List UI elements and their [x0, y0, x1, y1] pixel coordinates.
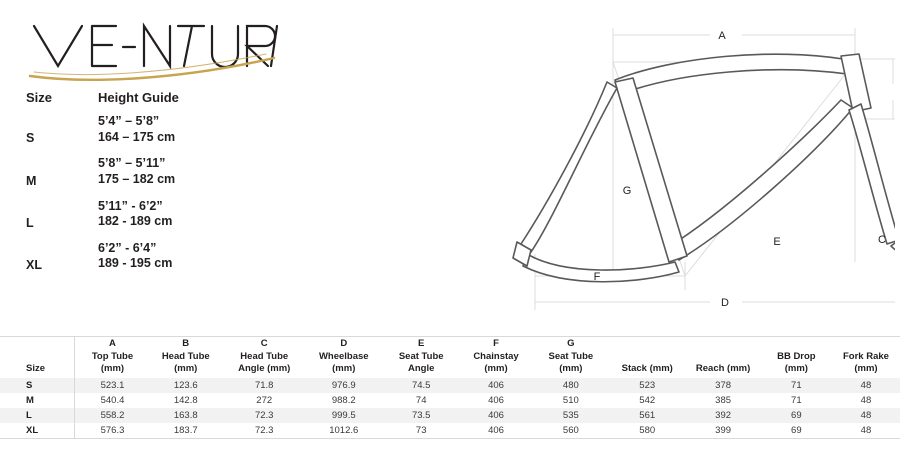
- geometry-size-m: M: [26, 394, 34, 406]
- geometry-bb-drop-xl: 69: [791, 424, 802, 436]
- geometry-bb-drop-m: 71: [791, 394, 802, 406]
- geometry-stack-l: 561: [609, 408, 685, 423]
- geometry-wheelbase-l: 999.5: [305, 408, 383, 423]
- diagram-label-f: F: [593, 271, 601, 283]
- table-row: [0, 393, 900, 408]
- geometry-bb-drop-s: 71: [761, 378, 832, 393]
- geometry-head-tube-angle-s: 71.8: [224, 378, 305, 393]
- size-guide-header-row: [26, 90, 266, 114]
- brand-logo: [28, 14, 288, 84]
- geometry-seat-tube-m: 510: [562, 394, 579, 406]
- geometry-reach-l: 392: [685, 408, 760, 423]
- geometry-fork-rake-xl: 48: [860, 424, 872, 436]
- geometry-top-tube-l: 558.2: [77, 408, 147, 423]
- geometry-stack-m: 542: [639, 394, 656, 406]
- diagram-label-a: A: [718, 30, 726, 42]
- size-guide-height-xl: [98, 241, 266, 283]
- frame-geometry-diagram: [255, 4, 895, 329]
- size-guide-imperial-s: 5’4” – 5’8”: [98, 114, 160, 128]
- size-guide-header-height: Height Guide: [98, 90, 179, 105]
- size-guide-row-s: [26, 114, 266, 156]
- geometry-head-tube-s: 123.6: [148, 378, 224, 393]
- geometry-top-tube-m: 540.4: [100, 394, 125, 406]
- size-guide-size-l: L: [26, 215, 34, 230]
- geometry-size-l: L: [0, 408, 77, 423]
- geometry-wheelbase-xl: 1012.6: [329, 424, 359, 436]
- geometry-seat-tube-angle-s: 74.5: [383, 378, 459, 393]
- size-guide-row-xl: [26, 241, 266, 283]
- geometry-head-tube-angle-l: 72.3: [224, 408, 305, 423]
- geometry-header-wheelbase: D Wheelbase (mm): [318, 338, 369, 374]
- size-guide-imperial-xl: 6’2” - 6’4”: [98, 240, 157, 255]
- geometry-wheelbase-m: 988.2: [331, 394, 356, 406]
- table-row: [0, 423, 900, 438]
- size-guide-imperial-l: 5’11” - 6’2”: [98, 198, 163, 213]
- geometry-head-tube-l: 163.8: [148, 408, 224, 423]
- geometry-header-seat-tube: G Seat Tube (mm): [548, 338, 594, 374]
- geometry-header-reach: Reach (mm): [695, 362, 751, 374]
- geometry-fork-rake-m: 48: [860, 394, 872, 406]
- size-guide-size-xl: XL: [26, 258, 42, 272]
- geometry-seat-tube-xl: 560: [562, 424, 579, 436]
- size-guide-height-m: [98, 156, 266, 198]
- geometry-seat-tube-l: 535: [533, 408, 609, 423]
- geometry-reach-m: 385: [715, 394, 732, 406]
- size-guide-metric-l: 182 - 189 cm: [98, 214, 173, 229]
- geometry-stack-s: 523: [609, 378, 685, 393]
- geometry-wheelbase-s: 976.9: [305, 378, 383, 393]
- geometry-head-tube-angle-m: 272: [256, 394, 273, 406]
- geometry-fork-rake-l: 48: [832, 408, 900, 423]
- geometry-top-tube-s: 523.1: [77, 378, 147, 393]
- geometry-head-tube-angle-xl: 72.3: [254, 424, 274, 436]
- size-guide-height-l: [98, 199, 266, 241]
- geometry-header-fork-rake: Fork Rake (mm): [842, 350, 889, 374]
- geometry-header-seat-tube-angle: E Seat Tube Angle: [398, 338, 444, 374]
- geometry-seat-tube-angle-xl: 73: [415, 424, 427, 436]
- geometry-chainstay-xl: 406: [488, 424, 504, 436]
- size-guide-header-size: Size: [26, 90, 53, 105]
- geometry-chainstay-s: 406: [459, 378, 532, 393]
- geometry-stack-xl: 580: [639, 424, 656, 436]
- size-height-guide: [26, 90, 266, 283]
- geometry-header-size: Size: [26, 362, 46, 374]
- diagram-label-e: E: [773, 236, 781, 248]
- geometry-size-s: S: [0, 378, 77, 393]
- size-guide-imperial-m: 5’8” – 5’11”: [98, 156, 166, 171]
- geometry-seat-tube-angle-m: 74: [415, 394, 427, 406]
- geometry-size-xl: XL: [26, 424, 39, 436]
- geometry-header-top-tube: A Top Tube (mm): [91, 338, 134, 374]
- geometry-header-chainstay: F Chainstay (mm): [473, 338, 519, 374]
- size-guide-height-s: [98, 114, 266, 156]
- geometry-table: [0, 336, 900, 439]
- geometry-header-stack: Stack (mm): [621, 362, 673, 374]
- geometry-header-bb-drop: BB Drop (mm): [777, 350, 816, 374]
- diagram-label-d: D: [721, 297, 729, 309]
- geometry-head-tube-xl: 183.7: [173, 424, 198, 436]
- geometry-reach-xl: 399: [715, 424, 732, 436]
- table-row: [0, 378, 900, 393]
- geometry-head-tube-m: 142.8: [173, 394, 198, 406]
- geometry-header-row: [0, 337, 900, 378]
- diagram-label-c: C: [878, 234, 886, 246]
- size-guide-metric-s: 164 – 175 cm: [98, 129, 176, 144]
- size-guide-row-l: [26, 199, 266, 241]
- size-guide-size-m: M: [26, 173, 37, 188]
- size-guide-metric-xl: 189 - 195 cm: [98, 256, 173, 271]
- geometry-fork-rake-s: 48: [832, 378, 900, 393]
- geometry-bb-drop-l: 69: [761, 408, 832, 423]
- geometry-seat-tube-s: 480: [533, 378, 609, 393]
- geometry-seat-tube-angle-l: 73.5: [383, 408, 459, 423]
- table-row: [0, 408, 900, 423]
- geometry-header-head-tube: B Head Tube (mm): [161, 338, 210, 374]
- geometry-chainstay-m: 406: [488, 394, 504, 406]
- diagram-label-g: G: [622, 185, 632, 197]
- geometry-header-head-tube-angle: C Head Tube Angle (mm): [238, 338, 291, 374]
- size-guide-metric-m: 175 – 182 cm: [98, 171, 176, 186]
- size-guide-row-m: [26, 156, 266, 198]
- geometry-reach-s: 378: [685, 378, 760, 393]
- geometry-chainstay-l: 406: [459, 408, 532, 423]
- size-guide-size-s: S: [26, 131, 35, 146]
- geometry-top-tube-xl: 576.3: [100, 424, 125, 436]
